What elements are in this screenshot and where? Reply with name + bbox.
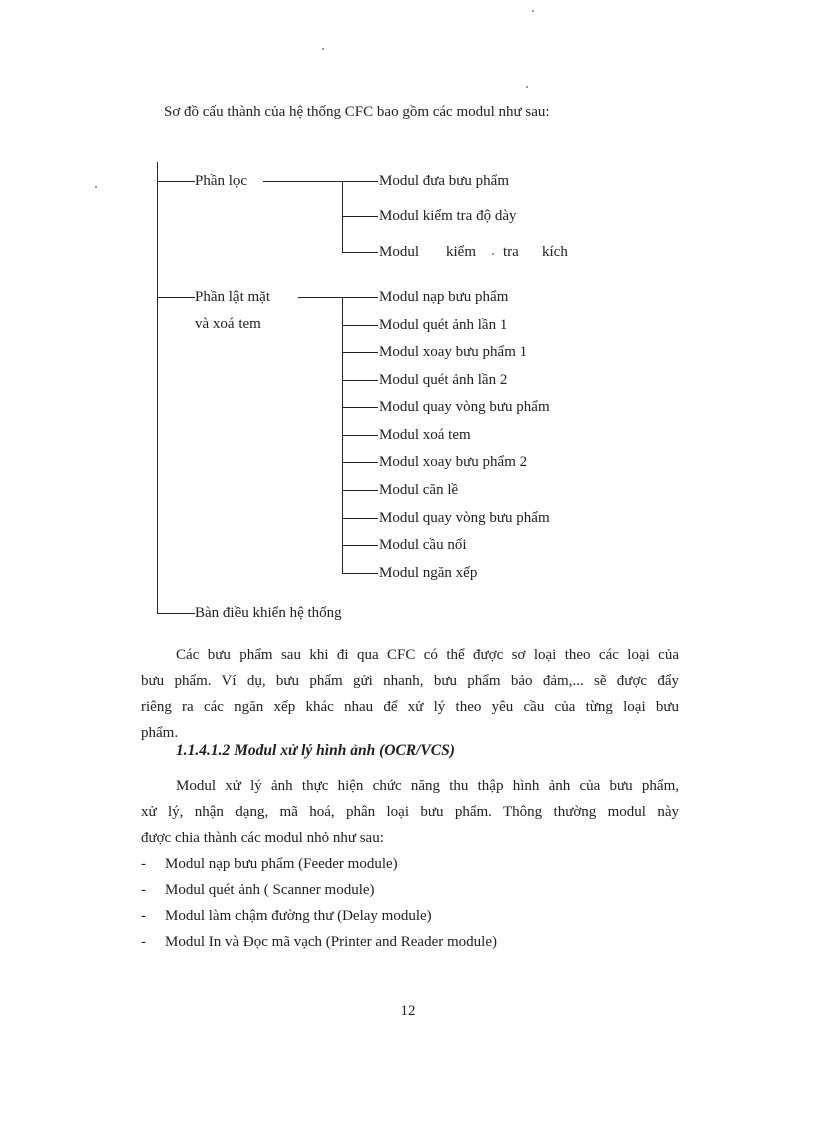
group2-module-label: Modul quét ảnh lần 1: [379, 317, 508, 333]
group2-leaf-line: [342, 518, 378, 519]
group2-module-label: Modul xoay bưu phẩm 1: [379, 344, 528, 360]
group2-module-label: Modul ngăn xếp: [379, 565, 478, 581]
group1-branch-line: [157, 181, 195, 182]
group1-last-module-word: tra: [503, 244, 519, 260]
group1-leaf-line: [342, 181, 378, 182]
group2-leaf-line: [342, 545, 378, 546]
group2-leaf-line: [342, 380, 378, 381]
paragraph-line: Modul xử lý ảnh thực hiện chức năng thu thập hình ảnh của bưu phẩm,: [176, 778, 679, 794]
group2-module-label: Modul căn lề: [379, 482, 459, 498]
group1-label: Phần lọc: [195, 173, 248, 189]
group1-leaf-line: [342, 216, 378, 217]
group2-module-label: Modul nạp bưu phẩm: [379, 289, 509, 305]
bullet-marker: -: [141, 882, 146, 898]
paragraph-image-module: [141, 773, 679, 851]
paragraph-cfc-sorting: [141, 642, 679, 746]
group2-connector-line: [298, 297, 343, 298]
main-trunk-line: [157, 162, 158, 614]
group2-leaf-line: [342, 462, 378, 463]
list-item-text: Modul nạp bưu phẩm (Feeder module): [165, 856, 398, 872]
group1-sub-trunk: [342, 181, 343, 253]
bullet-marker: -: [141, 908, 146, 924]
scan-speck: [492, 253, 494, 255]
group3-branch-line: [157, 613, 195, 614]
scan-speck: [95, 186, 97, 188]
group1-last-module-word: kiểm: [446, 244, 476, 260]
group2-label-line1: Phần lật mặt: [195, 289, 270, 305]
scan-speck: [532, 10, 534, 12]
group1-module-label: Modul đưa bưu phẩm: [379, 173, 509, 189]
list-item: [141, 882, 375, 899]
list-item: [141, 908, 432, 925]
group2-leaf-line: [342, 325, 378, 326]
paragraph-line: được chia thành các modul nhỏ như sau:: [141, 830, 384, 846]
group2-module-label: Modul quét ảnh lần 2: [379, 372, 508, 388]
bullet-marker: -: [141, 934, 146, 950]
paragraph-line: riêng ra các ngăn xếp khác nhau để xử lý theo yêu cầu của từng loại bưu: [141, 699, 679, 715]
group1-last-module-word: kích: [542, 244, 568, 260]
group2-leaf-line: [342, 297, 378, 298]
page-number: 12: [400, 1003, 416, 1019]
scan-speck: [322, 48, 324, 50]
group2-leaf-line: [342, 435, 378, 436]
group2-branch-line: [157, 297, 195, 298]
section-heading: 1.1.4.1.2 Modul xử lý hình ảnh (OCR/VCS): [176, 742, 455, 759]
group3-label: Bàn điều khiển hệ thống: [195, 605, 342, 621]
group1-module-label: Modul kiểm tra độ dày: [379, 208, 517, 224]
group2-leaf-line: [342, 407, 378, 408]
list-item-text: Modul In và Đọc mã vạch (Printer and Reader module): [165, 934, 497, 950]
group1-connector-line: [263, 181, 343, 182]
group2-label-line2: và xoá tem: [195, 316, 261, 332]
intro-text: Sơ đồ cấu thành của hệ thống CFC bao gồm các modul như sau:: [164, 104, 550, 120]
group2-module-label: Modul xoay bưu phẩm 2: [379, 454, 528, 470]
paragraph-line: Các bưu phẩm sau khi đi qua CFC có thể được sơ loại theo các loại của: [176, 647, 679, 663]
group2-module-label: Modul cầu nối: [379, 537, 467, 553]
list-item: [141, 934, 497, 951]
list-item-text: Modul làm chậm đường thư (Delay module): [165, 908, 432, 924]
group2-leaf-line: [342, 490, 378, 491]
list-item-text: Modul quét ảnh ( Scanner module): [165, 882, 375, 898]
list-item: [141, 856, 398, 873]
group2-module-label: Modul quay vòng bưu phẩm: [379, 399, 550, 415]
group1-last-module-word: Modul: [379, 244, 420, 260]
group2-module-label: Modul quay vòng bưu phẩm: [379, 510, 550, 526]
bullet-marker: -: [141, 856, 146, 872]
paragraph-line: phẩm.: [141, 725, 179, 741]
group1-leaf-line: [342, 252, 378, 253]
group2-leaf-line: [342, 352, 378, 353]
paragraph-line: bưu phẩm. Ví dụ, bưu phẩm gửi nhanh, bưu phẩm bảo đảm,... sẽ được đẩy: [141, 673, 679, 689]
group2-leaf-line: [342, 573, 378, 574]
scan-speck: [526, 86, 528, 88]
group2-module-label: Modul xoá tem: [379, 427, 471, 443]
paragraph-line: xử lý, nhận dạng, mã hoá, phân loại bưu phẩm. Thông thường modul này: [141, 804, 679, 820]
